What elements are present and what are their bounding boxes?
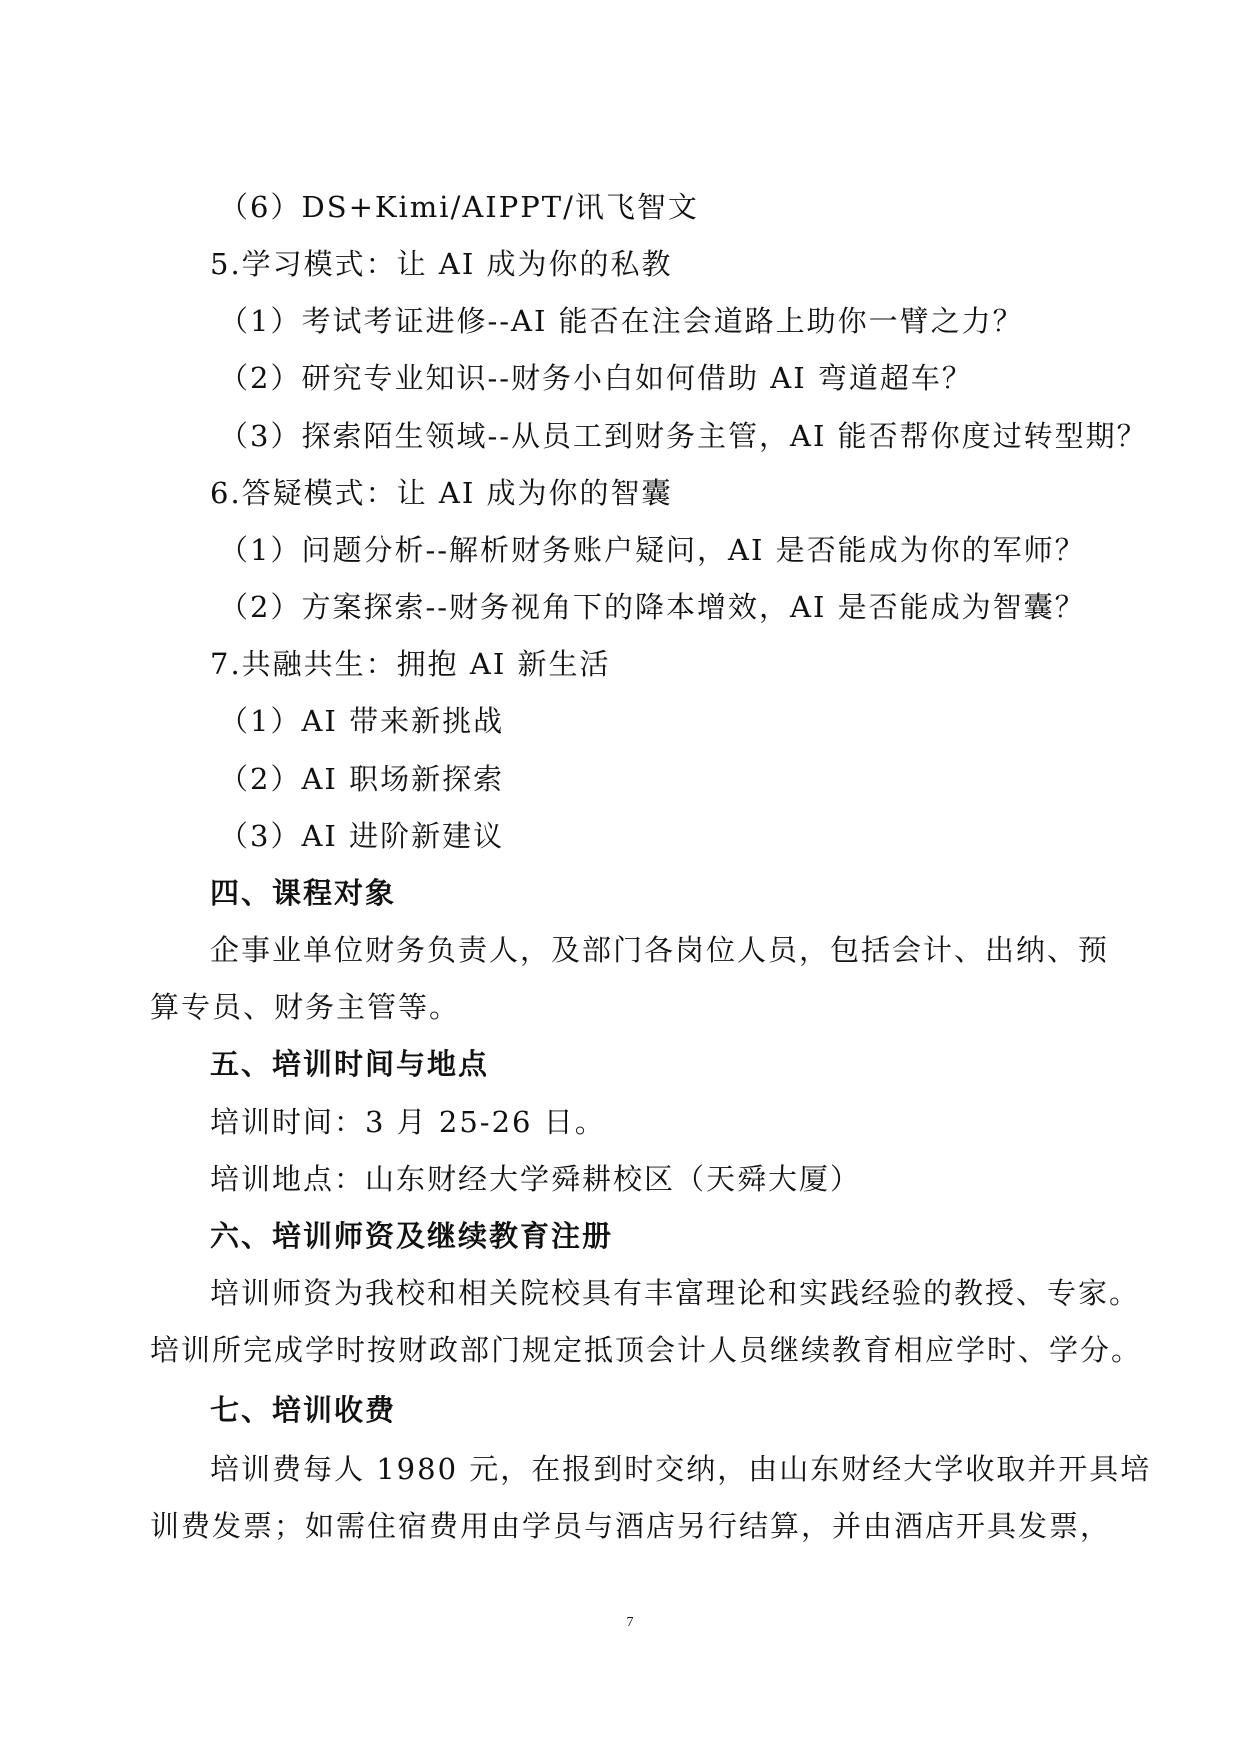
paragraph-line: 培训地点：山东财经大学舜耕校区（天舜大厦） bbox=[210, 1162, 862, 1196]
list-item: （3）探索陌生领域--从员工到财务主管，AI 能否帮你度过转型期？ bbox=[219, 419, 1148, 453]
page-number: 7 bbox=[626, 1615, 634, 1630]
list-item: （3）AI 进阶新建议 bbox=[219, 819, 505, 853]
section-heading: 七、培训收费 bbox=[210, 1393, 397, 1427]
list-item: （2）AI 职场新探索 bbox=[219, 762, 505, 796]
paragraph-line: 培训师资为我校和相关院校具有丰富理论和实践经验的教授、专家。 bbox=[210, 1276, 1141, 1310]
list-item: （2）研究专业知识--财务小白如何借助 AI 弯道超车？ bbox=[219, 361, 973, 395]
list-item: （1）考试考证进修--AI 能否在注会道路上助你一臂之力？ bbox=[219, 304, 1024, 338]
list-item: （1）AI 带来新挑战 bbox=[219, 704, 505, 738]
list-item: （2）方案探索--财务视角下的降本增效，AI 是否能成为智囊？ bbox=[219, 590, 1086, 624]
paragraph-line: 培训所完成学时按财政部门规定抵顶会计人员继续教育相应学时、学分。 bbox=[150, 1333, 1143, 1367]
section-heading: 四、课程对象 bbox=[210, 876, 397, 910]
paragraph-line: 算专员、财务主管等。 bbox=[150, 990, 461, 1024]
paragraph-line: 培训时间：3 月 25-26 日。 bbox=[210, 1105, 606, 1139]
paragraph-line: 培训费每人 1980 元，在报到时交纳，由山东财经大学收取并开具培 bbox=[210, 1452, 1152, 1486]
section-heading: 六、培训师资及继续教育注册 bbox=[210, 1219, 614, 1253]
paragraph-line: 企事业单位财务负责人，及部门各岗位人员，包括会计、出纳、预 bbox=[210, 933, 1110, 967]
subsection-heading: 7.共融共生：拥抱 AI 新生活 bbox=[210, 647, 611, 681]
list-item: （6）DS+Kimi/AIPPT/讯飞智文 bbox=[219, 190, 699, 224]
subsection-heading: 6.答疑模式：让 AI 成为你的智囊 bbox=[210, 476, 673, 510]
subsection-heading: 5.学习模式：让 AI 成为你的私教 bbox=[210, 247, 673, 281]
paragraph-line: 训费发票；如需住宿费用由学员与酒店另行结算，并由酒店开具发票， bbox=[150, 1509, 1112, 1543]
list-item: （1）问题分析--解析财务账户疑问，AI 是否能成为你的军师？ bbox=[219, 533, 1086, 567]
section-heading: 五、培训时间与地点 bbox=[210, 1047, 490, 1081]
